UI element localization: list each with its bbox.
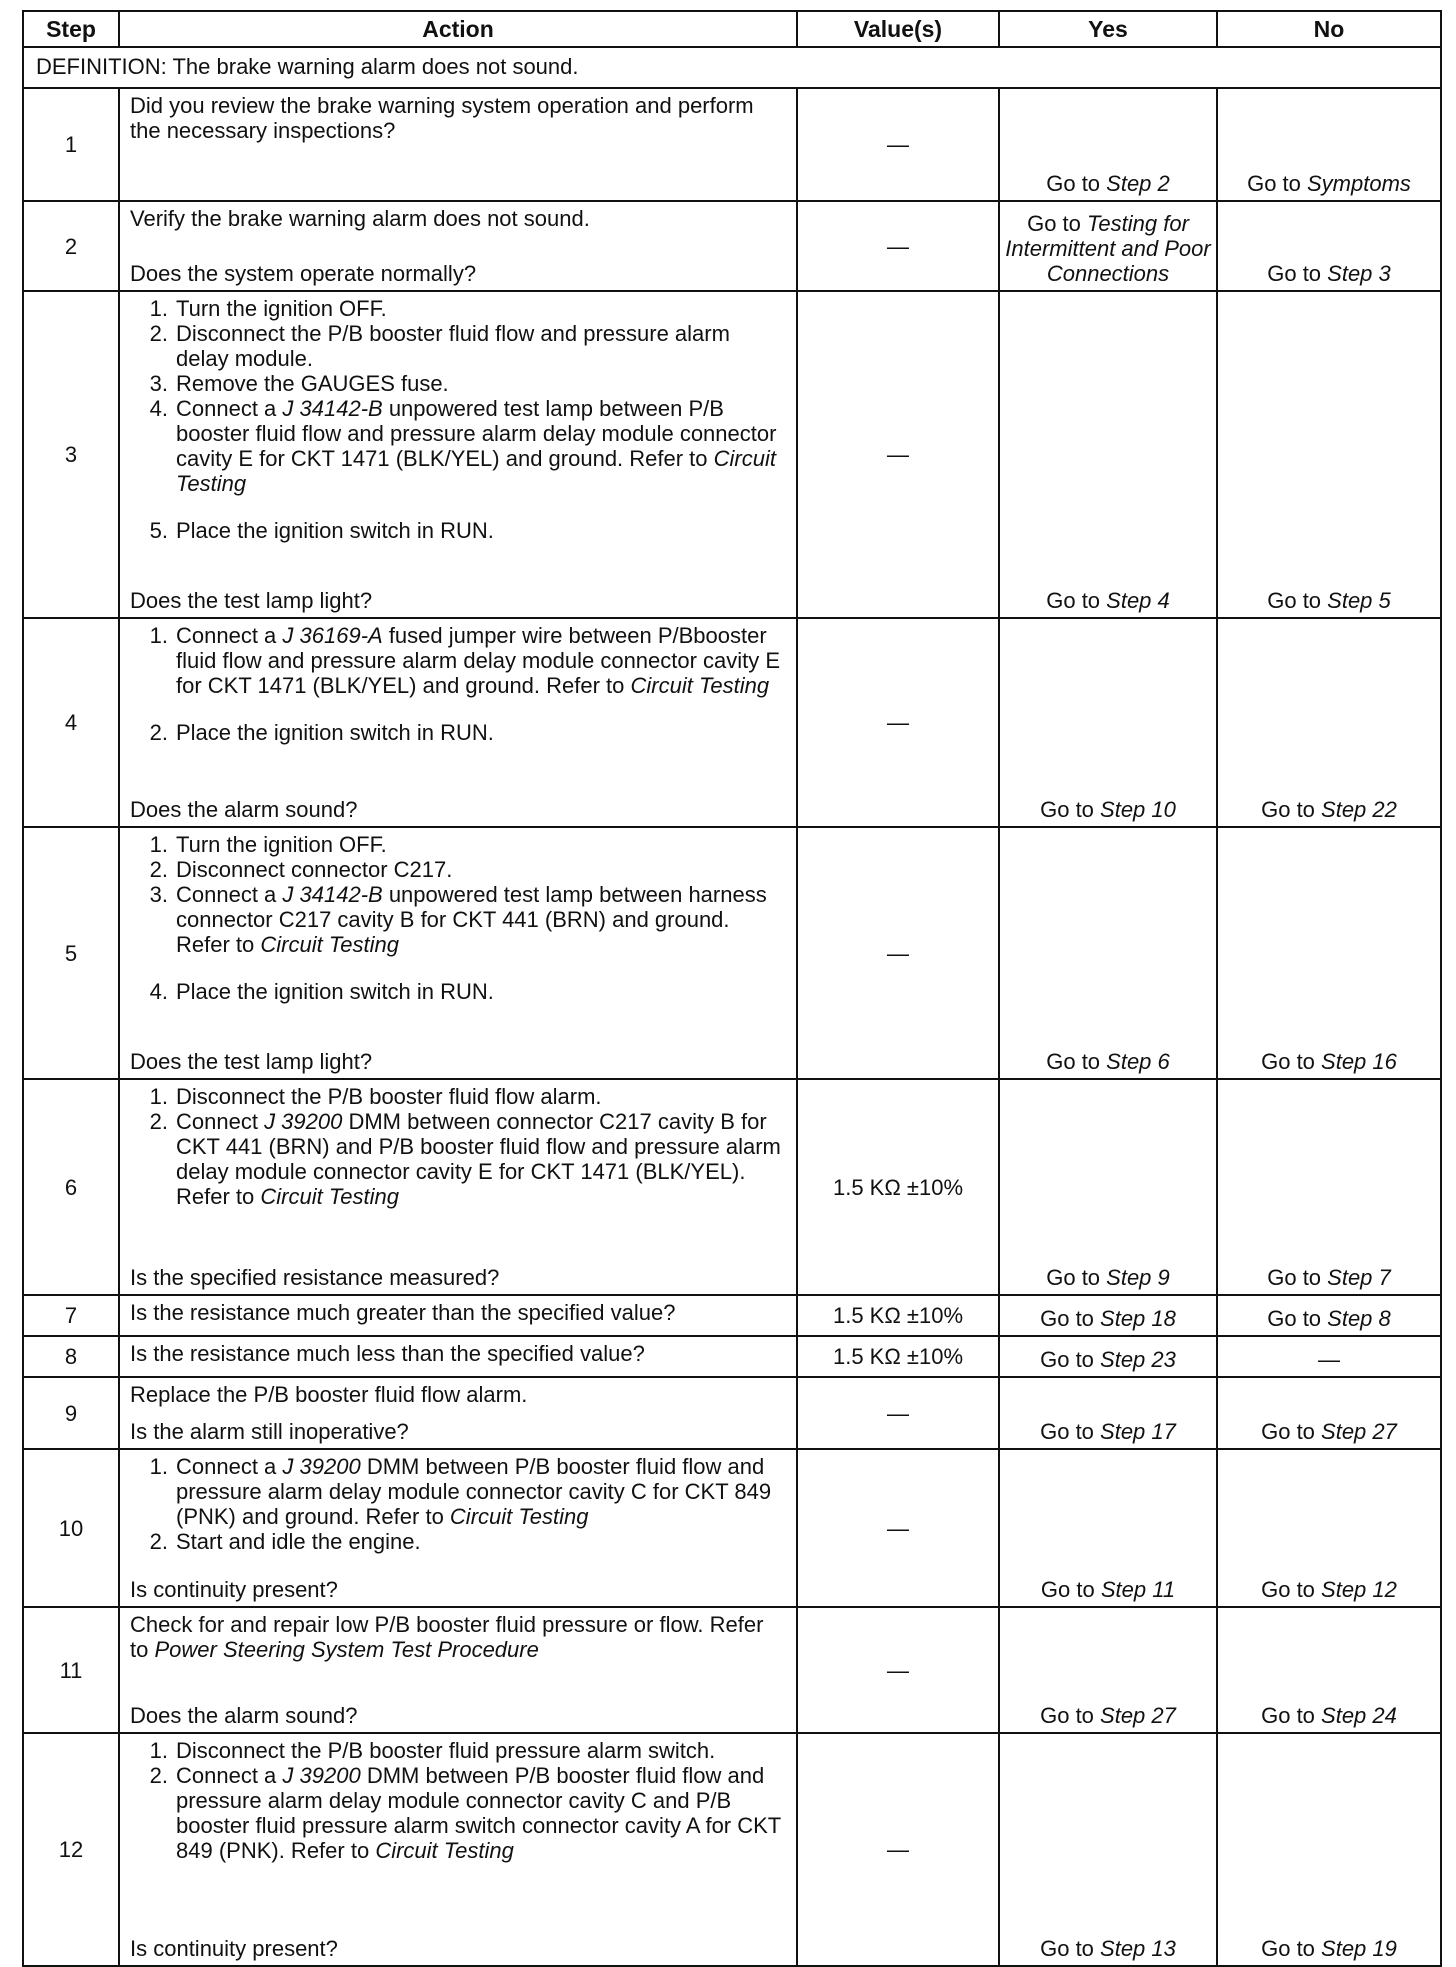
action-cell — [119, 1295, 797, 1336]
yes-cell — [999, 618, 1217, 827]
no-target: Step 24 — [1321, 1703, 1397, 1728]
no-target: Step 16 — [1321, 1049, 1397, 1074]
step-number: 7 — [23, 1295, 119, 1336]
no-goto-label: Go to — [1261, 1936, 1322, 1961]
action-text: Did you review the brake warning system operation and perform the necessary inspections? — [130, 93, 754, 143]
action-question: Is continuity present? — [130, 1936, 338, 1961]
item-number: 3. — [149, 882, 168, 907]
item-text — [176, 1109, 786, 1209]
diagnostic-table-container — [22, 10, 1440, 1967]
action-cell — [119, 1377, 797, 1449]
no-target: — — [1318, 1347, 1340, 1372]
item-text-part: DMM between P/B booster fluid flow and pressure alarm delay module connector cavity C and P/B booster fluid pressure alarm switch connector cavity A for CKT 849 (PNK). Refer to — [176, 1763, 781, 1863]
item-number: 2. — [149, 857, 168, 882]
procedure-item — [130, 296, 786, 321]
yes-cell — [999, 201, 1217, 291]
value-cell: — — [797, 1607, 999, 1733]
item-number: 2. — [149, 321, 168, 346]
no-cell — [1217, 1079, 1441, 1295]
header-action: Action — [119, 11, 797, 47]
diagnostic-table — [22, 10, 1442, 1967]
no-target: Symptoms — [1307, 171, 1411, 196]
yes-goto-label: Go to — [1040, 1347, 1101, 1372]
procedure-item — [130, 518, 786, 543]
tool-number: J 34142-B — [282, 396, 383, 421]
item-number: 1. — [149, 1454, 168, 1479]
step-row — [23, 88, 1441, 201]
action-cell — [119, 291, 797, 618]
no-cell — [1217, 1377, 1441, 1449]
step-row — [23, 1377, 1441, 1449]
action-body — [130, 1300, 786, 1325]
procedure-list — [130, 1084, 786, 1209]
procedure-item — [130, 720, 786, 745]
procedure-list — [130, 623, 786, 745]
reference-link: Circuit Testing — [375, 1838, 514, 1863]
item-number: 4. — [149, 396, 168, 421]
step-number: 12 — [23, 1733, 119, 1966]
yes-target: Step 23 — [1100, 1347, 1176, 1372]
yes-cell — [999, 1449, 1217, 1607]
action-cell — [119, 88, 797, 201]
procedure-item — [130, 1084, 786, 1109]
spacer — [130, 957, 786, 979]
yes-goto-label: Go to — [1046, 1049, 1107, 1074]
value-cell: 1.5 KΩ ±10% — [797, 1079, 999, 1295]
reference-link: Power Steering System Test Procedure — [154, 1637, 539, 1662]
action-body — [130, 1738, 786, 1863]
item-number: 1. — [149, 623, 168, 648]
step-row — [23, 1607, 1441, 1733]
yes-target: Step 27 — [1100, 1703, 1176, 1728]
yes-goto-label: Go to — [1040, 1306, 1101, 1331]
action-cell — [119, 1607, 797, 1733]
action-content — [130, 93, 786, 196]
step-row — [23, 1449, 1441, 1607]
item-number: 5. — [149, 518, 168, 543]
no-target: Step 12 — [1321, 1577, 1397, 1602]
item-number: 1. — [149, 1084, 168, 1109]
no-target: Step 19 — [1321, 1936, 1397, 1961]
yes-goto-label: Go to — [1046, 1265, 1107, 1290]
definition-text: DEFINITION: The brake warning alarm does not sound. — [23, 47, 1441, 88]
procedure-item — [130, 321, 786, 371]
header-step: Step — [23, 11, 119, 47]
value-cell: — — [797, 618, 999, 827]
yes-cell — [999, 1377, 1217, 1449]
step-row — [23, 1733, 1441, 1966]
header-values: Value(s) — [797, 11, 999, 47]
tool-number: J 39200 — [282, 1763, 361, 1788]
value-cell: — — [797, 291, 999, 618]
action-cell — [119, 1449, 797, 1607]
yes-cell — [999, 1336, 1217, 1377]
yes-target: Step 18 — [1100, 1306, 1176, 1331]
item-text-part: Connect a — [176, 623, 283, 648]
action-body — [130, 296, 786, 543]
item-text: Turn the ignition OFF. — [176, 832, 387, 857]
action-content — [130, 623, 786, 822]
action-text — [130, 1612, 786, 1662]
step-number: 3 — [23, 291, 119, 618]
no-cell — [1217, 618, 1441, 827]
action-question: Does the alarm sound? — [130, 797, 358, 822]
procedure-item — [130, 832, 786, 857]
action-question: Is the alarm still inoperative? — [130, 1419, 409, 1444]
spacer — [130, 496, 786, 518]
yes-goto-label: Go to — [1027, 211, 1087, 236]
item-number: 3. — [149, 371, 168, 396]
action-cell — [119, 1336, 797, 1377]
value-cell: — — [797, 1733, 999, 1966]
step-row — [23, 827, 1441, 1079]
no-cell — [1217, 1295, 1441, 1336]
yes-goto-label: Go to — [1046, 171, 1107, 196]
tool-number: J 34142-B — [282, 882, 383, 907]
no-cell — [1217, 201, 1441, 291]
header-no: No — [1217, 11, 1441, 47]
action-content — [130, 832, 786, 1074]
item-number: 2. — [149, 1763, 168, 1788]
value-cell: — — [797, 88, 999, 201]
item-text-part: Connect — [176, 1109, 265, 1134]
action-body — [130, 1454, 786, 1554]
action-body — [130, 832, 786, 1004]
value-cell: — — [797, 1377, 999, 1449]
yes-cell — [999, 1607, 1217, 1733]
no-cell — [1217, 827, 1441, 1079]
yes-target: Step 9 — [1106, 1265, 1170, 1290]
step-number: 6 — [23, 1079, 119, 1295]
yes-goto-label: Go to — [1046, 588, 1107, 613]
procedure-item — [130, 1529, 786, 1554]
step-number: 1 — [23, 88, 119, 201]
reference-link: Circuit Testing — [260, 1184, 399, 1209]
action-content — [130, 1341, 786, 1372]
item-text: Disconnect the P/B booster fluid flow and pressure alarm delay module. — [176, 321, 730, 371]
tool-number: J 36169-A — [282, 623, 383, 648]
yes-goto-label: Go to — [1040, 1419, 1101, 1444]
action-body — [130, 206, 786, 231]
action-text: Verify the brake warning alarm does not sound. — [130, 206, 590, 231]
value-cell: — — [797, 201, 999, 291]
step-number: 11 — [23, 1607, 119, 1733]
no-cell — [1217, 291, 1441, 618]
action-body — [130, 1341, 786, 1366]
step-row — [23, 291, 1441, 618]
item-number: 4. — [149, 979, 168, 1004]
procedure-item — [130, 396, 786, 496]
item-number: 2. — [149, 1529, 168, 1554]
action-question: Does the system operate normally? — [130, 261, 477, 286]
yes-target: Step 13 — [1100, 1936, 1176, 1961]
yes-target: Step 6 — [1106, 1049, 1170, 1074]
item-text — [176, 1454, 786, 1529]
item-number: 1. — [149, 1738, 168, 1763]
item-text-part: Connect a — [176, 396, 283, 421]
procedure-item — [130, 1109, 786, 1209]
no-goto-label: Go to — [1261, 797, 1322, 822]
action-body — [130, 623, 786, 745]
item-text — [176, 623, 786, 698]
tool-number: J 39200 — [282, 1454, 361, 1479]
tool-number: J 39200 — [264, 1109, 343, 1134]
item-text: Place the ignition switch in RUN. — [176, 518, 494, 543]
item-number: 1. — [149, 832, 168, 857]
action-text: Is the resistance much less than the specified value? — [130, 1341, 645, 1366]
reference-link: Circuit Testing — [449, 1504, 589, 1529]
no-goto-label: Go to — [1261, 1049, 1322, 1074]
step-row — [23, 201, 1441, 291]
header-yes: Yes — [999, 11, 1217, 47]
procedure-list — [130, 1738, 786, 1863]
yes-target: Step 10 — [1100, 797, 1176, 822]
item-text — [176, 882, 786, 957]
item-text: Remove the GAUGES fuse. — [176, 371, 449, 396]
no-target: Step 7 — [1327, 1265, 1391, 1290]
definition-row — [23, 47, 1441, 88]
step-row — [23, 618, 1441, 827]
item-text: Place the ignition switch in RUN. — [176, 720, 494, 745]
action-content — [130, 296, 786, 613]
item-text-part: DMM between connector C217 cavity B for CKT 441 (BRN) and P/B booster fluid flow and pressure alarm delay module connector cavity E for CKT 1471 (BLK/YEL). Refer to — [176, 1109, 781, 1209]
procedure-item — [130, 1454, 786, 1529]
step-row — [23, 1336, 1441, 1377]
reference-link: Circuit Testing — [176, 446, 776, 496]
yes-target: Step 17 — [1100, 1419, 1176, 1444]
item-text: Turn the ignition OFF. — [176, 296, 387, 321]
yes-cell — [999, 1733, 1217, 1966]
yes-goto-label: Go to — [1040, 1936, 1101, 1961]
item-text-part: Connect a — [176, 882, 283, 907]
item-text-part: fused jumper wire between P/Bbooster fluid flow and pressure alarm delay module connector cavity E for CKT 1471 (BLK/YEL) and ground. Refer to — [176, 623, 781, 698]
yes-target: Step 11 — [1100, 1577, 1176, 1602]
action-content — [130, 1454, 786, 1602]
item-number: 1. — [149, 296, 168, 321]
value-cell: 1.5 KΩ ±10% — [797, 1336, 999, 1377]
procedure-item — [130, 979, 786, 1004]
item-text: Disconnect the P/B booster fluid pressure alarm switch. — [176, 1738, 716, 1763]
action-content — [130, 1738, 786, 1961]
action-content — [130, 1382, 786, 1444]
yes-cell — [999, 1295, 1217, 1336]
step-number: 9 — [23, 1377, 119, 1449]
action-question: Is continuity present? — [130, 1577, 338, 1602]
action-content — [130, 1300, 786, 1331]
item-text-part: unpowered test lamp between P/B booster fluid flow and pressure alarm delay module connector cavity E for CKT 1471 (BLK/YEL) and ground. Refer to — [176, 396, 777, 471]
procedure-item — [130, 623, 786, 698]
action-text-part: Check for and repair low P/B booster fluid pressure or flow. Refer to — [130, 1612, 764, 1662]
action-body — [130, 1084, 786, 1209]
action-body — [130, 1612, 786, 1662]
step-row — [23, 1079, 1441, 1295]
yes-cell — [999, 291, 1217, 618]
step-number: 8 — [23, 1336, 119, 1377]
item-text-part: DMM between P/B booster fluid flow and pressure alarm delay module connector cavity C for CKT 849 (PNK) and ground. Refer to — [176, 1454, 772, 1529]
action-question: Is the specified resistance measured? — [130, 1265, 500, 1290]
item-number: 2. — [149, 1109, 168, 1134]
procedure-list — [130, 1454, 786, 1554]
no-cell — [1217, 1607, 1441, 1733]
item-number: 2. — [149, 720, 168, 745]
no-cell — [1217, 1449, 1441, 1607]
no-goto-label: Go to — [1267, 261, 1328, 286]
yes-target: Step 2 — [1106, 171, 1170, 196]
no-goto-label: Go to — [1261, 1577, 1322, 1602]
action-body — [130, 93, 786, 143]
action-question: Does the alarm sound? — [130, 1703, 358, 1728]
procedure-item — [130, 371, 786, 396]
no-goto-label: Go to — [1267, 1306, 1328, 1331]
item-text — [176, 1763, 786, 1863]
yes-goto-label: Go to — [1040, 1577, 1101, 1602]
step-row — [23, 1295, 1441, 1336]
item-text-part: unpowered test lamp between harness connector C217 cavity B for CKT 441 (BRN) and ground. Refer to — [176, 882, 767, 957]
procedure-list — [130, 832, 786, 1004]
yes-target: Step 4 — [1106, 588, 1170, 613]
value-cell: — — [797, 827, 999, 1079]
no-target: Step 5 — [1327, 588, 1391, 613]
action-text: Replace the P/B booster fluid flow alarm. — [130, 1382, 528, 1407]
step-number: 10 — [23, 1449, 119, 1607]
reference-link: Circuit Testing — [630, 673, 770, 698]
reference-link: Circuit Testing — [260, 932, 399, 957]
procedure-list — [130, 296, 786, 543]
action-content — [130, 1612, 786, 1728]
value-cell: 1.5 KΩ ±10% — [797, 1295, 999, 1336]
no-goto-label: Go to — [1267, 1265, 1328, 1290]
no-target: Step 22 — [1321, 797, 1397, 822]
procedure-item — [130, 1763, 786, 1863]
yes-target: Testing for Intermittent and Poor Connections — [1005, 211, 1211, 286]
no-goto-label: Go to — [1267, 588, 1328, 613]
step-number: 2 — [23, 201, 119, 291]
item-text: Disconnect connector C217. — [176, 857, 453, 882]
step-number: 5 — [23, 827, 119, 1079]
yes-goto-label: Go to — [1040, 797, 1101, 822]
procedure-item — [130, 1738, 786, 1763]
action-cell — [119, 827, 797, 1079]
no-goto-label: Go to — [1247, 171, 1307, 196]
action-question: Does the test lamp light? — [130, 588, 373, 613]
item-text-part: Connect a — [176, 1763, 283, 1788]
spacer — [130, 698, 786, 720]
item-text: Disconnect the P/B booster fluid flow alarm. — [176, 1084, 602, 1109]
item-text-part: Connect a — [176, 1454, 283, 1479]
yes-cell — [999, 827, 1217, 1079]
item-text: Start and idle the engine. — [176, 1529, 421, 1554]
value-cell: — — [797, 1449, 999, 1607]
action-cell — [119, 201, 797, 291]
item-text — [176, 396, 786, 496]
action-cell — [119, 1733, 797, 1966]
procedure-item — [130, 857, 786, 882]
no-target: Step 8 — [1327, 1306, 1391, 1331]
action-content — [130, 206, 786, 286]
no-cell — [1217, 1336, 1441, 1377]
yes-cell — [999, 1079, 1217, 1295]
action-cell — [119, 618, 797, 827]
no-cell — [1217, 88, 1441, 201]
action-text: Is the resistance much greater than the specified value? — [130, 1300, 676, 1325]
procedure-item — [130, 882, 786, 957]
no-target: Step 27 — [1321, 1419, 1397, 1444]
yes-goto-label: Go to — [1040, 1703, 1101, 1728]
no-cell — [1217, 1733, 1441, 1966]
no-goto-label: Go to — [1261, 1703, 1322, 1728]
yes-cell — [999, 88, 1217, 201]
no-goto-label: Go to — [1261, 1419, 1322, 1444]
action-question: Does the test lamp light? — [130, 1049, 373, 1074]
header-row — [23, 11, 1441, 47]
action-cell — [119, 1079, 797, 1295]
step-number: 4 — [23, 618, 119, 827]
item-text: Place the ignition switch in RUN. — [176, 979, 494, 1004]
action-content — [130, 1084, 786, 1290]
action-body — [130, 1382, 786, 1407]
no-target: Step 3 — [1327, 261, 1391, 286]
